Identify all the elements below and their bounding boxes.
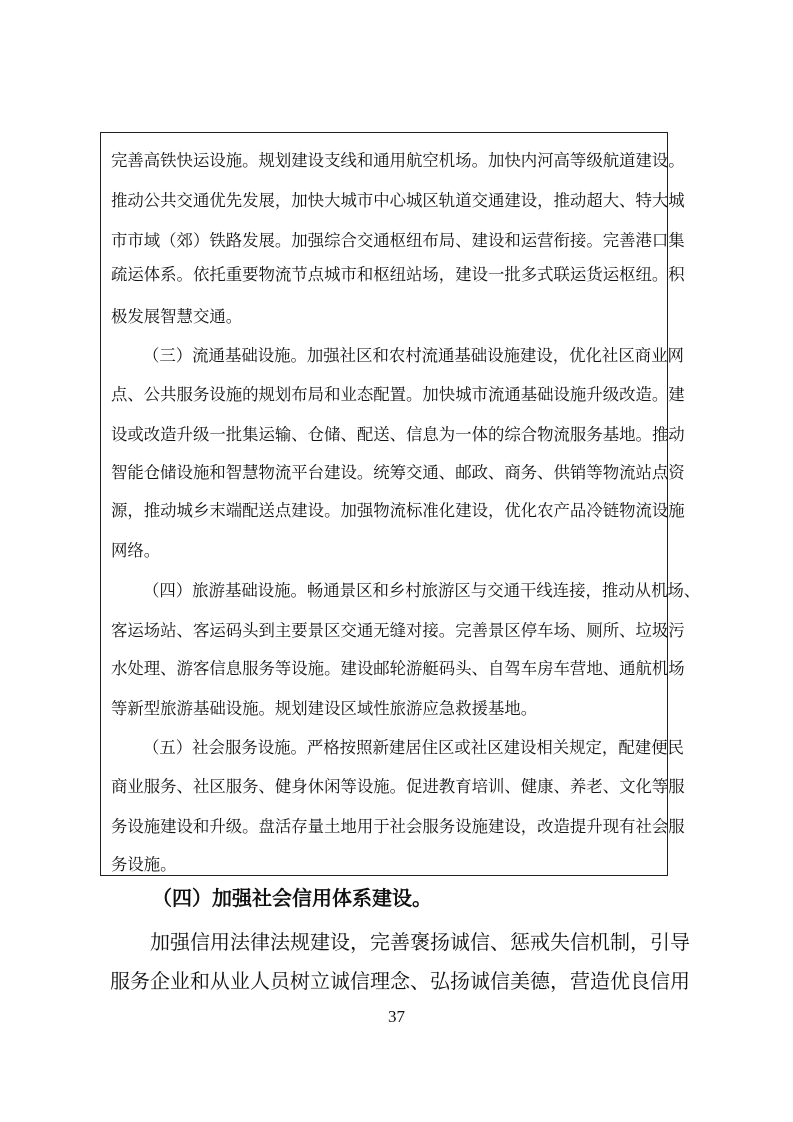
box-line: 水处理、游客信息服务等设施。建设邮轮游艇码头、自驾车房车营地、通航机场 (111, 659, 685, 678)
box-line: 点、公共服务设施的规划布局和业态配置。加快城市流通基础设施升级改造。建 (111, 385, 685, 404)
box-line: 极发展智慧交通。 (111, 307, 243, 326)
box-line: 务设施。 (111, 855, 177, 874)
box-line: 等新型旅游基础设施。规划建设区域性旅游应急救援基地。 (111, 699, 538, 718)
box-line: 商业服务、社区服务、健身休闲等设施。促进教育培训、健康、养老、文化等服 (111, 777, 685, 796)
paragraph-line: 加强信用法律法规建设，完善褒扬诚信、惩戒失信机制，引导 (150, 930, 690, 954)
text-box (100, 132, 701, 876)
box-line: 设或改造升级一批集运输、仓储、配送、信息为一体的综合物流服务基地。推动 (111, 425, 685, 444)
box-line: 务设施建设和升级。盘活存量土地用于社会服务设施建设，改造提升现有社会服 (111, 817, 685, 836)
paragraph-line: 服务企业和从业人员树立诚信理念、弘扬诚信美德，营造优良信用 (110, 969, 690, 993)
box-line-subheading: （四）旅游基础设施。畅通景区和乡村旅游区与交通干线连接，推动从机场、 (143, 581, 701, 600)
box-line: 完善高铁快运设施。规划建设支线和通用航空机场。加快内河高等级航道建设。 (111, 151, 685, 170)
box-line-subheading: （五）社会服务设施。严格按照新建居住区或社区建设相关规定，配建便民 (143, 738, 684, 757)
box-line: 源，推动城乡末端配送点建设。加强物流标准化建设，优化农产品冷链物流设施 (111, 501, 685, 520)
box-line: 疏运体系。依托重要物流节点城市和枢纽站场，建设一批多式联运货运枢纽。积 (111, 265, 685, 284)
page-number: 37 (388, 1007, 405, 1026)
box-line: 客运场站、客运码头到主要景区交通无缝对接。完善景区停车场、厕所、垃圾污 (111, 621, 685, 640)
box-line: 市市域（郊）铁路发展。加强综合交通枢纽布局、建设和运营衔接。完善港口集 (111, 231, 685, 250)
box-line: 智能仓储设施和智慧物流平台建设。统筹交通、邮政、商务、供销等物流站点资 (111, 463, 685, 482)
box-line-subheading: （三）流通基础设施。加强社区和农村流通基础设施建设，优化社区商业网 (143, 346, 684, 365)
box-line: 网络。 (111, 541, 161, 560)
box-line: 推动公共交通优先发展，加快大城市中心城区轨道交通建设，推动超大、特大城 (111, 191, 685, 210)
section-heading: （四）加强社会信用体系建设。 (152, 886, 432, 910)
